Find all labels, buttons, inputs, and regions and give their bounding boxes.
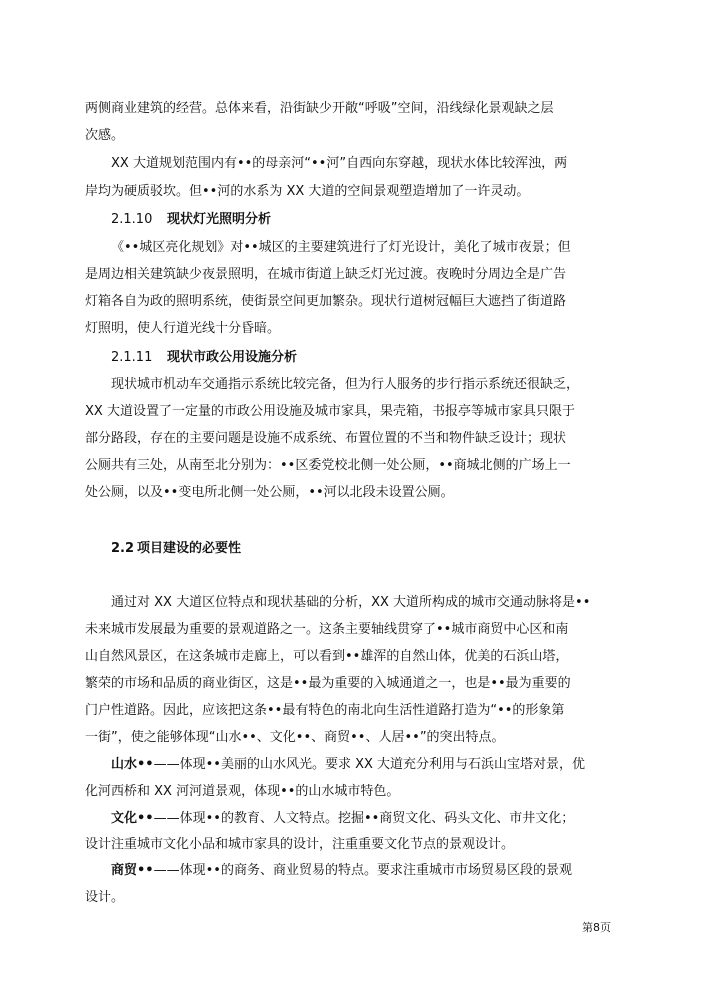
paragraph-line: 门户性道路。因此，应该把这条••最有特色的南北向生活性道路打造为“••的形象第 — [85, 703, 565, 718]
paragraph-line: 公厕共有三处，从南至北分别为：••区委党校北侧一处公厕，••商城北侧的广场上一 — [85, 458, 571, 473]
paragraph-text: ——体现••的教育、人文特点。挖掘••商贸文化、码头文化、市井文化； — [153, 811, 575, 826]
section-heading-2-1-11 — [111, 349, 643, 367]
keyword-shangmao: 商贸•• — [111, 863, 154, 878]
paragraph-line: 《••城区亮化规划》对••城区的主要建筑进行了灯光设计，美化了城市夜景；但 — [111, 240, 571, 255]
section-number: 2.2 — [111, 541, 135, 556]
paragraph-line: XX 大道规划范围内有••的母亲河“••河”自西向东穿越，现状水体比较浑浊，两 — [111, 156, 568, 171]
paragraph-line: 化河西桥和 XX 河河道景观，体现••的山水城市特色。 — [85, 784, 400, 799]
section-title: 现状市政公用设施分析 — [167, 350, 298, 365]
paragraph-text: ——体现••的商务、商业贸易的特点。要求注重城市市场贸易区段的景观 — [153, 863, 572, 878]
keyword-paragraph-shanshui — [111, 756, 617, 774]
section-title: 现状灯光照明分析 — [167, 212, 272, 227]
paragraph-line: 繁荣的市场和品质的商业街区，这是••最为重要的入城通道之一，也是••最为重要的 — [85, 676, 571, 691]
section-number: 2.1.10 — [111, 212, 153, 227]
paragraph-line: 现状城市机动车交通指示系统比较完备，但为行人服务的步行指示系统还很缺乏， — [111, 377, 580, 392]
paragraph-line: 岸均为硬质驳坎。但••河的水系为 XX 大道的空间景观塑造增加了一许灵动。 — [85, 184, 530, 199]
paragraph-line: XX 大道设置了一定量的市政公用设施及城市家具，果壳箱，书报亭等城市家具只限于 — [85, 404, 575, 419]
paragraph-line: 次感。 — [85, 128, 125, 143]
paragraph-line: 设计注重城市文化小品和城市家具的设计，注重重要文化节点的景观设计。 — [85, 837, 515, 852]
paragraph-text: ——体现••美丽的山水风光。要求 XX 大道充分利用与石浜山宝塔对景，优 — [153, 757, 586, 772]
paragraph-line: 灯照明，使人行道光线十分昏暗。 — [85, 321, 281, 336]
keyword-wenhua: 文化•• — [111, 811, 154, 826]
paragraph-line: 两侧商业建筑的经营。总体来看，沿街缺少开敞“呼吸”空间，沿线绿化景观缺之层 — [85, 101, 554, 116]
section-title: 项目建设的必要性 — [137, 541, 242, 556]
paragraph-line: 一街”，使之能够体现“山水••、文化••、商贸••、人居••”的突出特点。 — [85, 730, 505, 745]
paragraph-line: 处公厕，以及••变电所北侧一处公厕，••河以北段未设置公厕。 — [85, 485, 454, 500]
page-number: 第8页 — [582, 921, 611, 934]
paragraph-line: 通过对 XX 大道区位特点和现状基础的分析，XX 大道所构成的城市交通动脉将是•• — [111, 595, 591, 610]
paragraph-line: 灯箱各自为政的照明系统，使街景空间更加繁杂。现状行道树冠幅巨大遮挡了街道路 — [85, 294, 567, 309]
section-number: 2.1.11 — [111, 350, 153, 365]
keyword-paragraph-wenhua — [111, 810, 617, 828]
paragraph-line: 未来城市发展最为重要的景观道路之一。这条主要轴线贯穿了••城市商贸中心区和南 — [85, 622, 569, 637]
keyword-paragraph-shangmao — [111, 862, 617, 880]
section-heading-2-1-10 — [111, 211, 643, 229]
paragraph-line: 山自然风景区，在这条城市走廊上，可以看到••雄浑的自然山体，优美的石浜山塔， — [85, 649, 569, 664]
paragraph-line: 是周边相关建筑缺少夜景照明，在城市街道上缺乏灯光过渡。夜晚时分周边全是广告 — [85, 267, 567, 282]
keyword-shanshui: 山水•• — [111, 757, 154, 772]
paragraph-line: 设计。 — [85, 890, 125, 905]
section-heading-2-2 — [111, 540, 643, 558]
paragraph-line: 部分路段，存在的主要问题是设施不成系统、布置位置的不当和物件缺乏设计；现状 — [85, 431, 567, 446]
